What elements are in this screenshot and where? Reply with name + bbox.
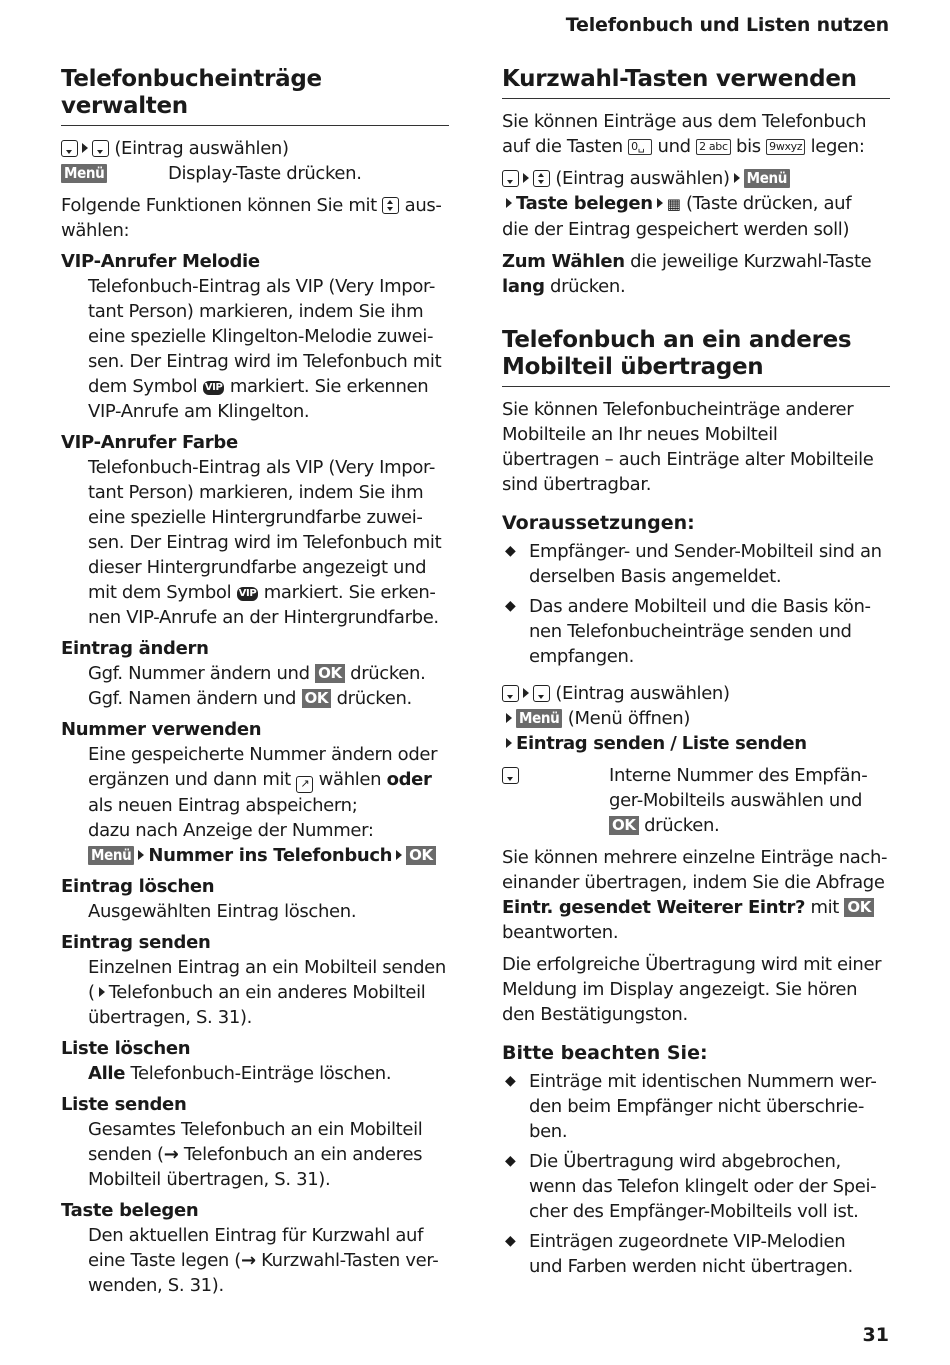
speed-dial-dial: Zum Wählen die jeweilige Kurzwahl-Taste lang drücken. [502, 251, 872, 297]
nav-instruction-text: (Eintrag auswählen) [114, 138, 289, 159]
list-item: ◆ Das andere Mobilteil und die Basis kön- nen Telefonbucheinträge senden und empfangen. [505, 596, 871, 667]
menu-instruction [61, 161, 449, 186]
menu-key-icon: Menü [516, 709, 562, 728]
list-item: ◆ Die Übertragung wird abgebrochen, wenn das Telefon klingelt oder der Spei- cher des Empfänger-Mobilteils voll ist. [505, 1151, 877, 1222]
item-use-number-desc: Eine gespeicherte Nummer ändern oder ergänzen und dann mit ↗ wählen oder als neuen Eintrag abspeichern; dazu nach Anzeige der Nummer: Menü Nummer ins Telefonbuch OK [88, 744, 438, 866]
right-column [502, 66, 890, 1284]
transfer-intro: Sie können Telefonbucheinträge anderer Mobilteile an Ihr neues Mobilteil übertragen – auch Einträge alter Mobilteile sind übertragbar. [502, 399, 874, 495]
item-vip-melody-title: VIP-Anrufer Melodie [61, 251, 260, 272]
item-delete-list-desc: Alle Telefonbuch-Einträge löschen. [88, 1063, 392, 1084]
left-column [61, 66, 449, 1298]
notes-title: Bitte beachten Sie: [502, 1042, 708, 1064]
vip-icon: VIP [238, 588, 257, 599]
ok-key-icon: OK [844, 898, 874, 917]
ok-key-icon: OK [406, 846, 436, 865]
item-delete-desc: Ausgewählten Eintrag löschen. [88, 901, 357, 922]
intro-text [61, 193, 449, 243]
talk-key-icon: ↗ [296, 776, 313, 793]
key-9-icon: 9wxyz [766, 139, 805, 155]
arrow-right-icon: → [240, 1250, 256, 1271]
nav-key-updown-icon [382, 197, 399, 214]
nav-key-down-icon [533, 685, 550, 702]
item-send-desc: Einzelnen Eintrag an ein Mobilteil senden ( Telefonbuch an ein anderes Mobilteil übertragen, S. 31). [88, 957, 446, 1028]
item-vip-melody-desc: Telefonbuch-Eintrag als VIP (Very Impor- tant Person) markieren, indem Sie ihm eine spezielle Klingelton-Melodie zuwei- sen. Der Eintrag wird im Telefonbuch mit dem Symbol VIP markiert. Sie erkennen VIP-Anrufe am Klingelton. [88, 276, 442, 422]
intro-c: wählen: [61, 220, 130, 241]
nav-key-updown-icon [533, 170, 550, 187]
transfer-success: Die erfolgreiche Übertragung wird mit einer Meldung im Display angezeigt. Sie hören den Bestätigungston. [502, 954, 882, 1025]
requirements-list [502, 539, 890, 669]
triangle-right-icon [506, 738, 512, 748]
page-number: 31 [862, 1324, 889, 1346]
item-delete-title: Eintrag löschen [61, 876, 215, 897]
requirements-title: Voraussetzungen: [502, 512, 695, 534]
list-item: ◆ Einträgen zugeordnete VIP-Melodien und Farben werden nicht übertragen. [505, 1231, 853, 1277]
diamond-bullet-icon: ◆ [505, 598, 516, 614]
item-edit-desc: Ggf. Nummer ändern und OK drücken. Ggf. Namen ändern und OK drücken. [88, 663, 426, 709]
triangle-right-icon [138, 850, 144, 860]
triangle-right-icon [657, 198, 663, 208]
list-item: ◆ Empfänger- und Sender-Mobilteil sind an derselben Basis angemeldet. [505, 541, 882, 587]
speed-dial-steps: (Eintrag auswählen) Menü Taste belegen ▦ (Taste drücken, auf die der Eintrag gespeichert werden soll) [502, 168, 852, 240]
item-vip-color-title: VIP-Anrufer Farbe [61, 432, 238, 453]
triangle-right-icon [396, 850, 402, 860]
triangle-right-icon [523, 688, 529, 698]
item-delete-list-title: Liste löschen [61, 1038, 191, 1059]
list-item: ◆ Einträge mit identischen Nummern wer- den beim Empfänger nicht überschrie- ben. [505, 1071, 877, 1142]
speed-dial-intro: Sie können Einträge aus dem Telefonbuch auf die Tasten 0␣ und 2 abc bis 9wxyz legen: [502, 111, 867, 157]
item-edit-title: Eintrag ändern [61, 638, 209, 659]
arrow-right-icon: → [163, 1144, 179, 1165]
item-send-list-title: Liste senden [61, 1094, 187, 1115]
triangle-right-icon [734, 173, 740, 183]
menu-key-icon: Menü [88, 846, 134, 865]
section-title-manage: Telefonbucheinträge verwalten [61, 66, 449, 126]
nav-key-down-icon [92, 140, 109, 157]
triangle-right-icon [506, 198, 512, 208]
nav-key-down-icon [502, 767, 519, 784]
ok-key-icon: OK [315, 664, 345, 683]
triangle-right-icon [99, 987, 105, 997]
diamond-bullet-icon: ◆ [505, 1073, 516, 1089]
diamond-bullet-icon: ◆ [505, 1153, 516, 1169]
triangle-right-icon [523, 173, 529, 183]
key-2-icon: 2 abc [696, 139, 731, 155]
item-assign-key-title: Taste belegen [61, 1200, 199, 1221]
nav-key-down-icon [502, 170, 519, 187]
item-use-number-title: Nummer verwenden [61, 719, 262, 740]
section-title-transfer: Telefonbuch an ein anderes Mobilteil übertragen [502, 327, 890, 387]
transfer-multiple: Sie können mehrere einzelne Einträge nach- einander übertragen, indem Sie die Abfrage Eintr. gesendet Weiterer Eintr? mit OK beantworten. [502, 847, 888, 943]
nav-instruction [61, 136, 449, 161]
intro-b: aus- [404, 195, 442, 216]
item-send-list-desc: Gesamtes Telefonbuch an ein Mobilteil senden (→ Telefonbuch an ein anderes Mobilteil übertragen, S. 31). [88, 1119, 423, 1190]
running-header: Telefonbuch und Listen nutzen [565, 14, 889, 36]
nav-key-down-icon [502, 685, 519, 702]
key-0-icon: 0␣ [628, 139, 652, 155]
item-vip-color-desc: Telefonbuch-Eintrag als VIP (Very Impor- tant Person) markieren, indem Sie ihm eine spezielle Hintergrundfarbe zuwei- sen. Der Eintrag wird im Telefonbuch mit dieser Hintergrundfarbe angezeigt und mit dem Symbol VIP markiert. Sie erken- nen VIP-Anrufe an der Hintergrundfarbe. [88, 457, 442, 628]
menu-key-icon: Menü [744, 169, 790, 188]
menu-instruction-text: Display-Taste drücken. [168, 163, 362, 184]
transfer-steps: (Eintrag auswählen) Menü (Menü öffnen) Eintrag senden / Liste senden [502, 681, 890, 756]
item-send-title: Eintrag senden [61, 932, 211, 953]
internal-number-step: Interne Nummer des Empfän- ger-Mobilteils auswählen und OK drücken. [502, 763, 890, 838]
diamond-bullet-icon: ◆ [505, 1233, 516, 1249]
menu-key-icon: Menü [61, 164, 107, 183]
diamond-bullet-icon: ◆ [505, 543, 516, 559]
item-assign-key-desc: Den aktuellen Eintrag für Kurzwahl auf eine Taste legen (→ Kurzwahl-Tasten ver- wenden, S. 31). [88, 1225, 439, 1296]
ok-key-icon: OK [609, 816, 639, 835]
triangle-right-icon [82, 143, 88, 153]
notes-list [502, 1069, 890, 1279]
intro-a: Folgende Funktionen können Sie mit [61, 195, 377, 216]
ok-key-icon: OK [302, 689, 332, 708]
section-title-speed-dial: Kurzwahl-Tasten verwenden [502, 66, 890, 99]
vip-icon: VIP [204, 382, 223, 393]
nav-key-down-icon [61, 140, 78, 157]
triangle-right-icon [506, 713, 512, 723]
keypad-icon: ▦ [666, 195, 681, 213]
